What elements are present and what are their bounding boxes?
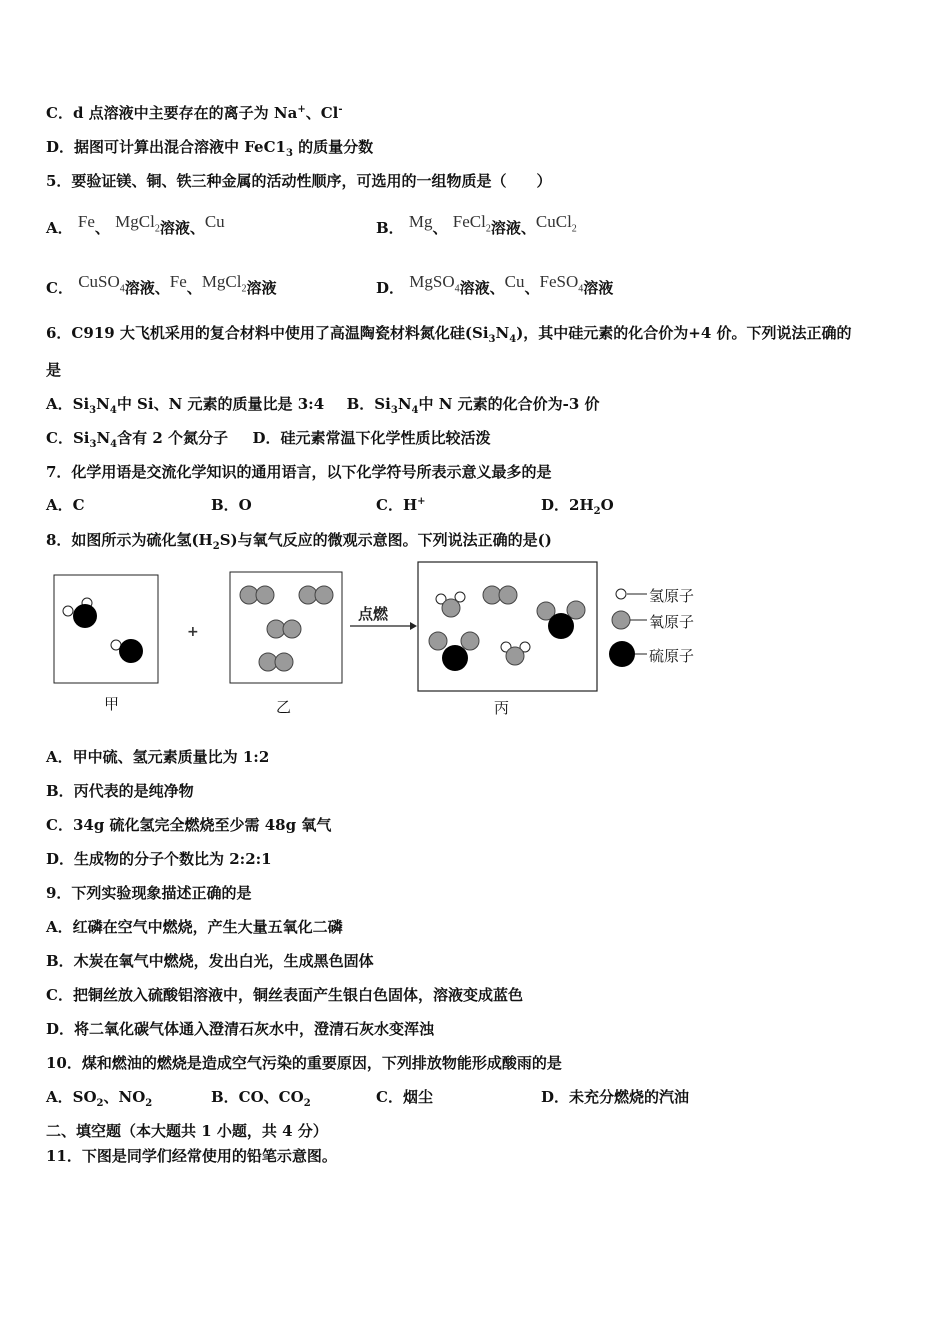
q9-stem: 9．下列实验现象描述正确的是: [46, 884, 252, 902]
q9-option-c: C．把铜丝放入硫酸铝溶液中，铜丝表面产生银白色固体，溶液变成蓝色: [46, 986, 523, 1004]
q10-option-d: D．未充分燃烧的汽油: [541, 1088, 690, 1106]
water-molecule: [436, 592, 465, 617]
q8-option-a: A．甲中硫、氢元素质量比为 1:2: [46, 748, 270, 766]
q8-option-b: B．丙代表的是纯净物: [46, 782, 194, 800]
label-jia: 甲: [104, 695, 120, 713]
h2s-molecule: [63, 598, 97, 628]
q7-option-a: A．C: [46, 496, 85, 514]
q5-option-d: D． MgSO$_4$溶液、Cu、FeSO$_4$溶液: [376, 272, 614, 297]
q5-stem: 5．要验证镁、铜、铁三种金属的活动性顺序，可选用的一组物质是（ ）: [46, 172, 552, 190]
reaction-diagram: [46, 556, 716, 726]
label-bing: 丙: [494, 699, 510, 717]
q7-option-d: D．$2H_2O$: [541, 496, 614, 517]
arrow-label: 点燃: [358, 605, 389, 623]
q7-stem: 7．化学用语是交流化学知识的通用语言，以下化学符号所表示意义最多的是: [46, 463, 552, 481]
section-2-heading: 二、填空题（本大题共 1 小题，共 4 分）: [46, 1122, 328, 1140]
h2s-molecule: [111, 639, 143, 663]
q6-stem: 6．C919 大飞机采用的复合材料中使用了高温陶瓷材料氮化硅$(Si_3N_4)$，其中硅元素的化合价为+4 价。下列说法正确的: [46, 324, 852, 345]
q10-option-b: B．CO、$CO_2$: [211, 1088, 311, 1109]
water-molecule: [501, 642, 530, 665]
q9-option-a: A．红磷在空气中燃烧，产生大量五氧化二磷: [46, 918, 343, 936]
q5-option-a: A． Fe、 MgCl$_2$溶液、Cu: [46, 212, 225, 237]
legend-sulfur: 硫原子: [649, 647, 695, 665]
q6-options-cd: C．$Si_3N_4$含有 2 个氮分子 D．硅元素常温下化学性质比较活泼: [46, 429, 491, 450]
q7-option-c: C．H+: [376, 496, 426, 514]
q8-stem: 8．如图所示为硫化氢$(H_2S)$与氧气反应的微观示意图。下列说法正确的是(): [46, 531, 552, 552]
so2-molecule: [537, 601, 585, 639]
sulfur-atom-icon: [609, 641, 635, 667]
reaction-diagram-svg: [46, 556, 716, 726]
oxygen-atom-icon: [612, 611, 630, 629]
label-yi: 乙: [276, 698, 292, 716]
q5-option-c: C． CuSO$_4$溶液、Fe、MgCl$_2$溶液: [46, 272, 277, 297]
q6-options-ab: A．$Si_3N_4$中 Si、N 元素的质量比是 3:4 B．$Si_3N_4$中 N 元素的化合价为-3 价: [46, 395, 600, 416]
legend-hydrogen: 氢原子: [649, 587, 695, 605]
q7-option-b: B．O: [211, 496, 252, 514]
q4-option-d: D．据图可计算出混合溶液中 $FeC1_3$ 的质量分数: [46, 138, 374, 159]
q6-stem-line2: 是: [46, 361, 62, 379]
q5-option-b: B． Mg、 FeCl$_2$溶液、CuCl$_2$: [376, 212, 577, 237]
q9-option-d: D．将二氧化碳气体通入澄清石灰水中，澄清石灰水变浑浊: [46, 1020, 435, 1038]
q10-stem: 10．煤和燃油的燃烧是造成空气污染的重要原因，下列排放物能形成酸雨的是: [46, 1054, 562, 1072]
q4-option-c: C．d 点溶液中主要存在的离子为 Na+、Cl-: [46, 104, 343, 122]
q8-option-d: D．生成物的分子个数比为 2:2:1: [46, 850, 272, 868]
q11-stem: 11．下图是同学们经常使用的铅笔示意图。: [46, 1147, 337, 1165]
box-jia: [54, 575, 158, 683]
so2-molecule: [429, 632, 479, 671]
svg-text:+: +: [187, 624, 199, 640]
o2-molecule: [483, 586, 517, 604]
q8-option-c: C．34g 硫化氢完全燃烧至少需 48g 氧气: [46, 816, 332, 834]
q10-option-c: C．烟尘: [376, 1088, 433, 1106]
q10-option-a: A．$SO_2$、$NO_2$: [46, 1088, 153, 1109]
hydrogen-atom-icon: [616, 589, 626, 599]
legend-oxygen: 氧原子: [649, 613, 695, 631]
q9-option-b: B．木炭在氧气中燃烧，发出白光，生成黑色固体: [46, 952, 374, 970]
